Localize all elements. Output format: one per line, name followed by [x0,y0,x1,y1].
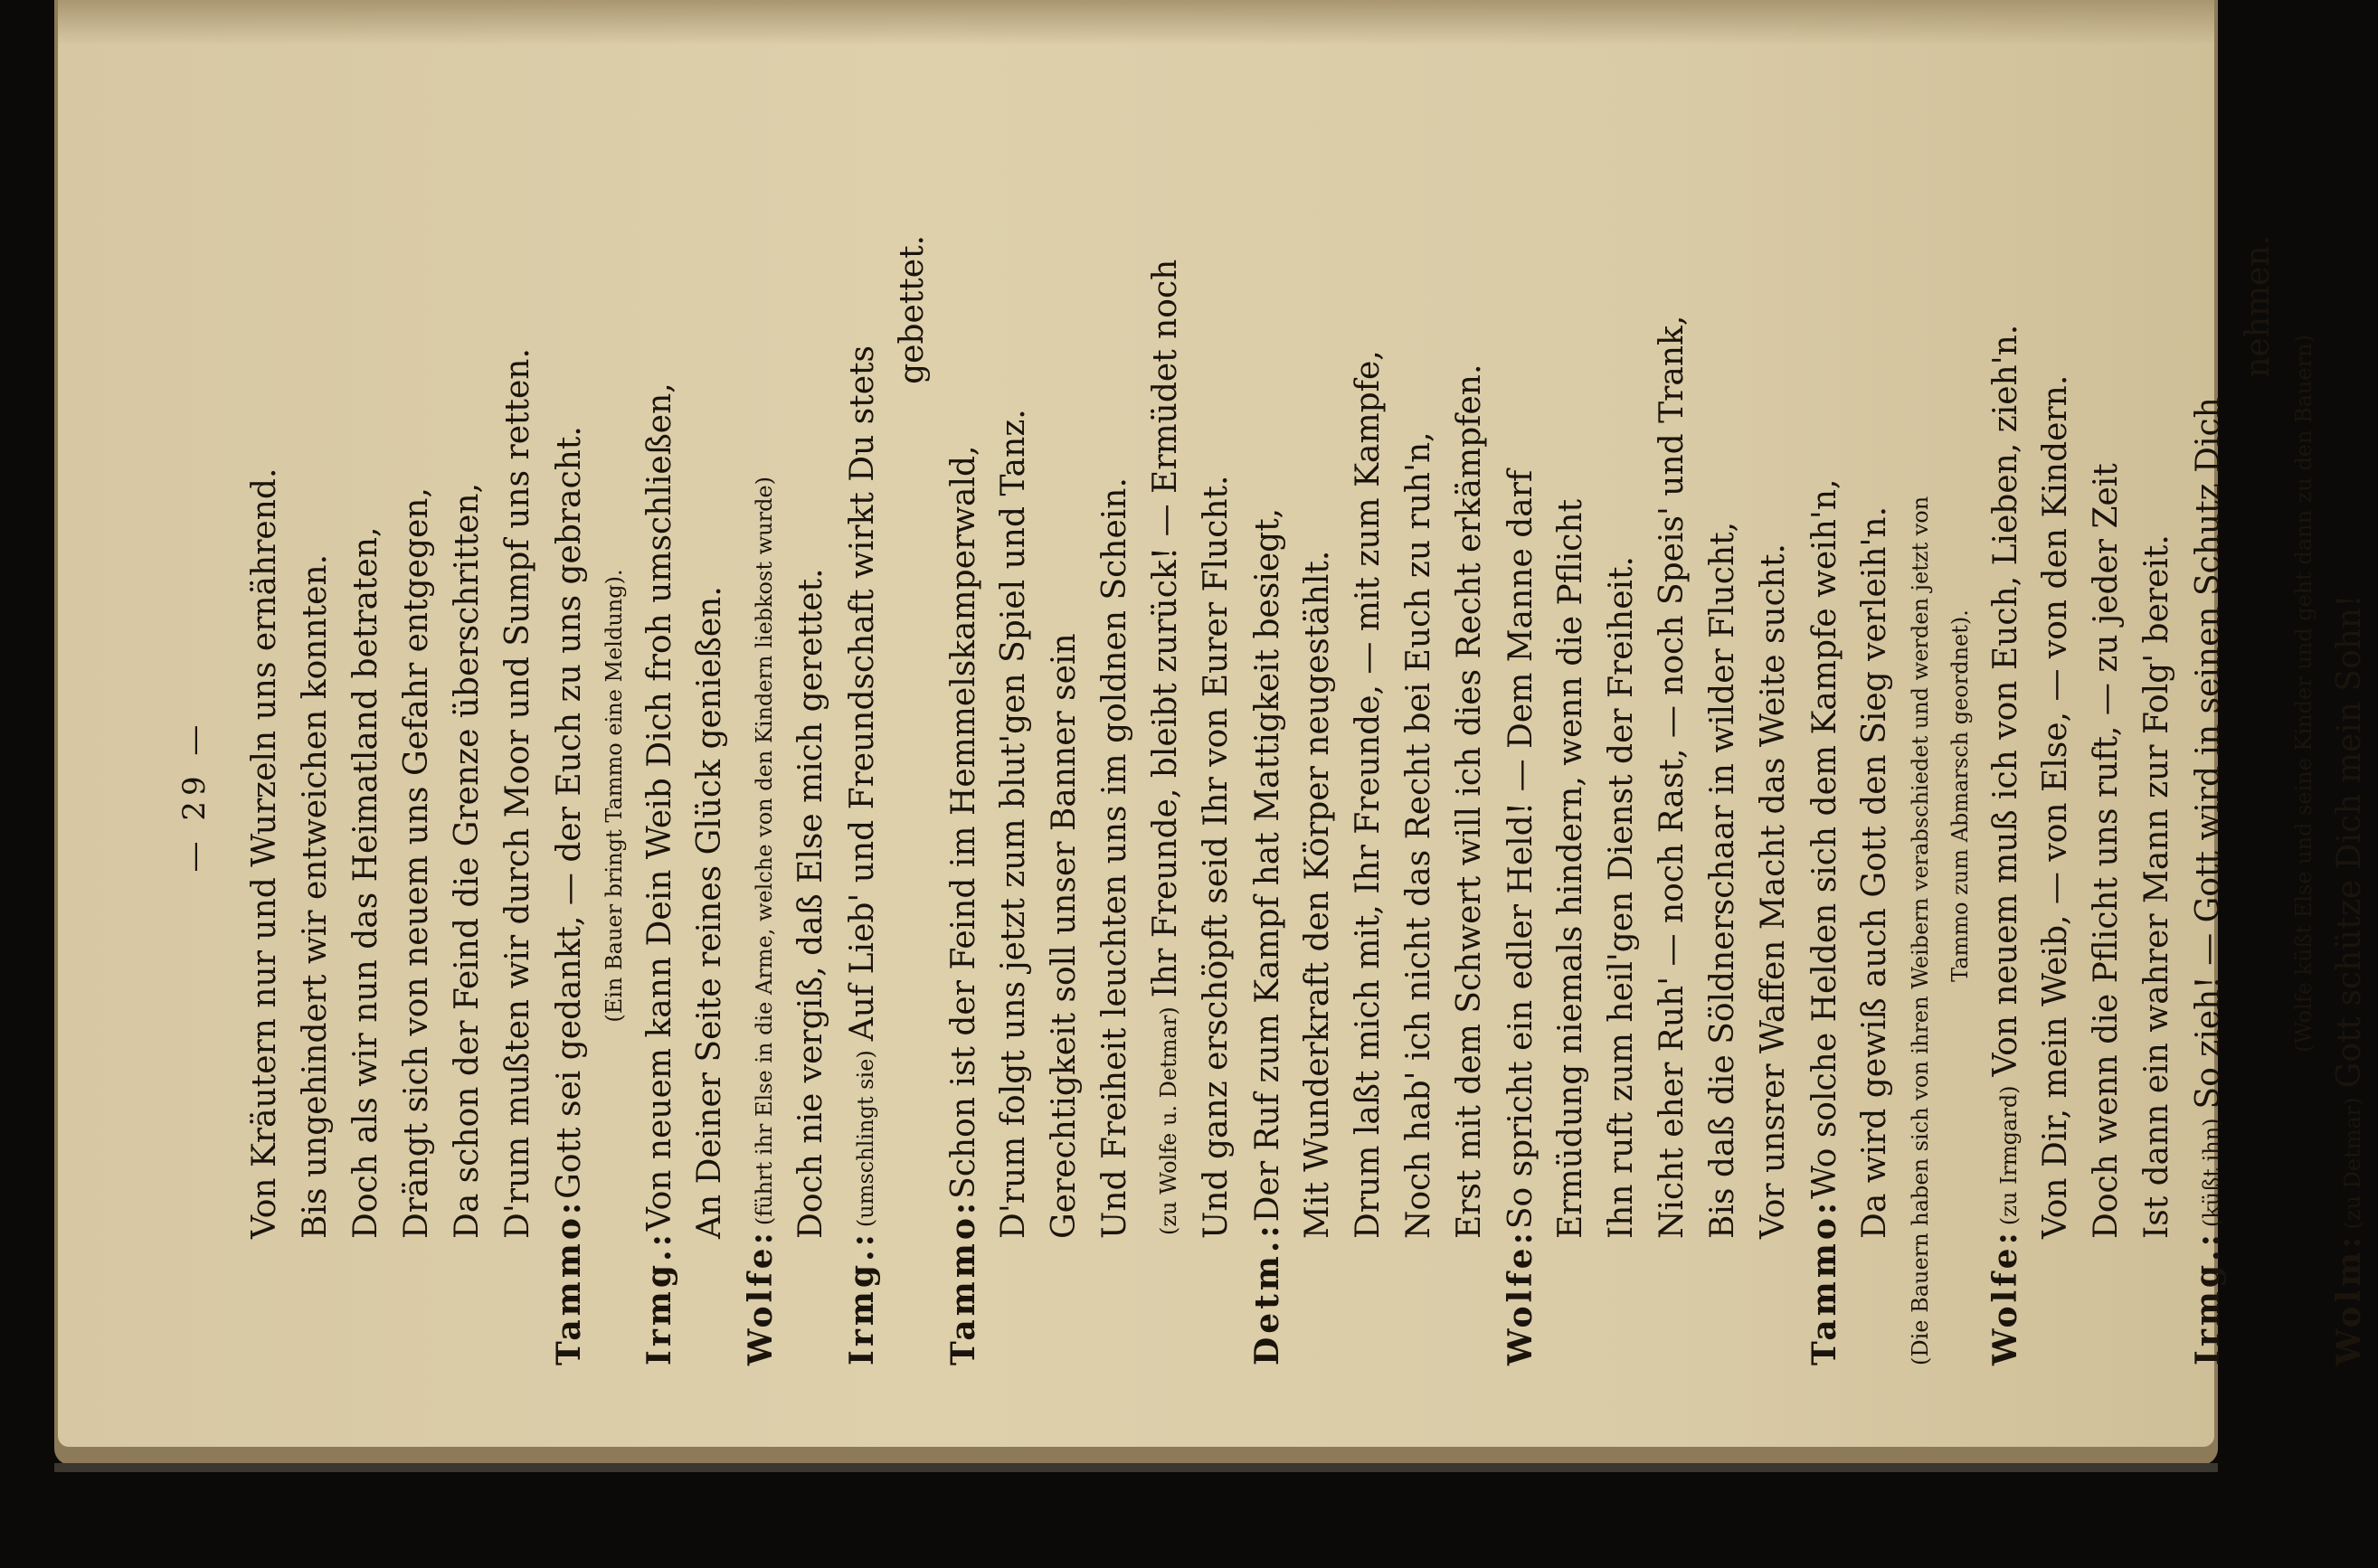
verse-text: Wo solche Helden sich dem Kampfe weih'n, [1806,478,1843,1199]
script-line [240,226,290,1365]
verse-text: Doch wenn die Pflicht uns ruft, — zu jeder Zeit [2088,463,2125,1239]
inline-stage-direction: (umschlingt sie) [853,1050,878,1228]
script-line [938,226,989,1365]
verse-text: Nicht eher Ruh' — noch Rast, — noch Speis' und Trank, [1653,315,1691,1239]
verse-text: Auf Lieb' und Freundschaft wirkt Du stets [844,345,881,1042]
script-line [392,226,442,1365]
verse-text: So zieh! — Gott wird in seinen Schutz Dich [2190,397,2227,1110]
verse-text: Erst mit dem Schwert will ich dies Recht erkämpfen. [1451,364,1488,1239]
verse-text: Drängt sich von neuem uns Gefahr entgegen, [398,487,435,1239]
script-line [1191,226,1242,1365]
speaker-name: Irmg.: [2189,1231,2227,1365]
verse-text: Doch nie vergiß, daß Else mich gerettet. [792,568,829,1239]
line-continuation: gebettet. [894,235,931,384]
script-line [1647,226,1698,1365]
script-line [1394,226,1445,1365]
script-line [1293,226,1343,1365]
speaker-name: Detm.: [1248,1222,1286,1365]
script-lines [240,226,2374,1365]
inline-stage-direction: (küßt ihn) [2199,1118,2224,1228]
script-line [290,226,341,1365]
line-continuation: nehmen. [2240,235,2277,378]
script-line [341,226,392,1365]
script-line [2324,226,2374,1365]
verse-text: Von neuem kann Dein Weib Dich froh umschließen, [641,383,678,1232]
verse-text: Schon ist der Feind im Hemmelskamperwald, [945,445,982,1199]
script-line [2081,226,2132,1365]
script-line [1799,226,1850,1365]
verse-text: Ist dann ein wahrer Mann zur Folg' bereit. [2138,534,2175,1239]
verse-text: Gerechtigkeit soll unser Banner sein [1046,633,1083,1239]
script-line [1445,226,1495,1365]
script-line [1748,226,1799,1365]
stage-direction: Tammo zum Abmarsch geordnet). [1947,609,1973,982]
verse-text: Gott schütze Dich mein Sohn! [2331,594,2368,1089]
script-line [989,226,1039,1365]
script-line [2183,226,2233,1365]
inline-stage-direction: (zu Irmgard) [1996,1085,2022,1226]
script-line [1343,226,1394,1365]
verse-text: D'rum mußten wir durch Moor und Sumpf uns retten. [499,348,536,1239]
page-number: — 29 — [176,719,213,873]
verse-text: Von Kräutern nur und Wurzeln uns ernährend. [246,468,283,1239]
page-bottom-edge [54,1463,2218,1472]
inline-stage-direction: (zu Detmar) [2340,1097,2365,1230]
stage-direction: (Wolfe küßt Else und seine Kinder und geht dann zu den Bauern) [2291,335,2316,1053]
speaker-name: Tammo: [1805,1198,1843,1365]
verse-text: D'rum folgt uns jetzt zum blut'gen Spiel und Tanz. [995,409,1032,1239]
verse-text: Bis ungehindert wir entweichen konnten. [297,553,334,1239]
speaker-name: Wolfe: [1502,1229,1540,1365]
speaker-name: Irmg.: [640,1231,678,1365]
verse-text: An Deiner Seite reines Glück genießen. [691,586,728,1239]
verse-text: Drum laßt mich mit, Ihr Freunde, — mit zum Kampfe, [1350,350,1387,1239]
script-line [493,226,544,1365]
script-line [1039,226,1090,1365]
speaker-name: Wolfe: [742,1229,780,1365]
script-line [544,226,594,1365]
script-line [634,226,685,1365]
inline-stage-direction: (führt ihr Else in die Arme, welche von den Kindern liebkost wurde) [752,476,777,1226]
verse-text: Ihr Freunde, bleibt zurück! — Ermüdet noch [1147,259,1184,998]
speaker-name: Wolfe: [1986,1229,2024,1365]
verse-text: Da schon der Feind die Grenze überschritten, [449,482,486,1239]
script-line [1090,226,1141,1365]
script-line [1980,226,2031,1365]
verse-text: Bis daß die Söldnerschaar in wilder Flucht, [1704,521,1741,1239]
verse-text: Ihn ruft zum heil'gen Dienst der Freiheit. [1603,556,1640,1239]
verse-text: Vor unsrer Waffen Macht das Weite sucht. [1755,543,1792,1239]
verse-text: Ermüdung niemals hindern, wenn die Pflicht [1552,498,1589,1239]
verse-text: Noch hab' ich nicht das Recht bei Euch zu ruh'n, [1400,431,1437,1239]
verse-text: So spricht ein edler Held! — Dem Manne darf [1502,469,1540,1230]
verse-text: Und Freiheit leuchten uns im goldnen Schein. [1096,477,1133,1239]
inline-stage-direction: (zu Wolfe u. Detmar) [1156,1006,1181,1235]
speaker-name: Tammo: [550,1198,588,1365]
script-line [1698,226,1748,1365]
speaker-name: Wolm: [2330,1233,2368,1365]
verse-text: Der Ruf zum Kampf hat Mattigkeit besiegt, [1249,507,1286,1223]
verse-text: Gott sei gedankt, — der Euch zu uns gebracht. [551,426,588,1199]
script-line [735,226,786,1365]
rotated-text-block [176,226,2368,1365]
verse-text: Von neuem muß ich von Euch, Lieben, zieh'n. [1987,324,2024,1077]
verse-text: Da wird gewiß auch Gott den Sieg verleih'n. [1856,505,1893,1239]
script-line [837,226,887,1365]
stage-direction: (Die Bauern haben sich von ihren Weibern verabschiedet und werden jetzt von [1908,496,1933,1365]
verse-text: Mit Wunderkraft den Körper neugestählt. [1299,550,1336,1239]
verse-text: Und ganz erschöpft seid Ihr von Eurer Flucht. [1198,475,1235,1239]
stage-direction: (Ein Bauer bringt Tammo eine Meldung). [602,569,627,1023]
speaker-name: Tammo: [944,1198,982,1365]
script-line [1141,226,1191,1365]
script-line [2132,226,2183,1365]
script-line [1242,226,1293,1365]
script-line [1546,226,1596,1365]
script-line [2031,226,2081,1365]
script-line [442,226,493,1365]
verse-text: Von Dir, mein Weib, — von Else, — von den Kindern. [2037,374,2074,1239]
script-line [1495,226,1546,1365]
script-line [685,226,735,1365]
verse-text: Doch als wir nun das Heimatland betraten, [347,526,384,1239]
speaker-name: Irmg.: [843,1231,881,1365]
script-line [1850,226,1900,1365]
script-line [786,226,837,1365]
script-line [1596,226,1647,1365]
